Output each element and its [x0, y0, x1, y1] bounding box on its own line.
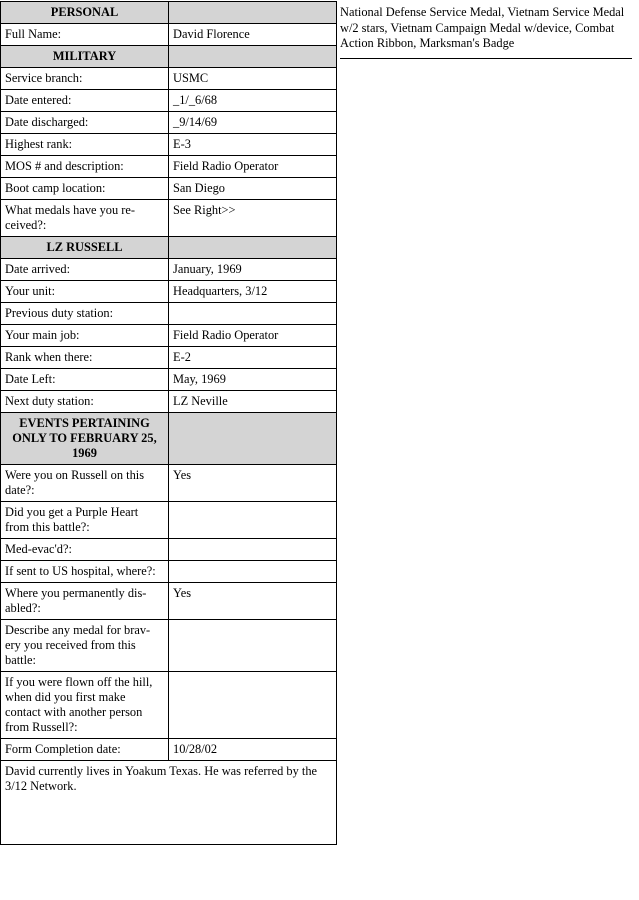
field-label: Did you get a Purple Heart from this battle?: — [1, 502, 169, 539]
field-value — [169, 539, 337, 561]
form-row-boot-camp — [1, 178, 337, 200]
section-title: MILITARY — [1, 46, 169, 68]
field-label: If you were flown off the hill, when did you first make contact with another person from Russell?: — [1, 672, 169, 739]
field-label: Where you permanently dis-abled?: — [1, 583, 169, 620]
field-value: Field Radio Operator — [169, 325, 337, 347]
form-row-medevac — [1, 539, 337, 561]
section-title: LZ RUSSELL — [1, 237, 169, 259]
field-label: Your main job: — [1, 325, 169, 347]
form-row-date-discharged — [1, 112, 337, 134]
field-value — [169, 502, 337, 539]
field-label: Your unit: — [1, 281, 169, 303]
note-text: David currently lives in Yoakum Texas. He was referred by the 3/12 Network. — [1, 761, 337, 845]
field-label: Form Completion date: — [1, 739, 169, 761]
medals-list-text: National Defense Service Medal, Vietnam Service Medal w/2 stars, Vietnam Campaign Medal w/device, Combat Action Ribbon, Marksman's Badge — [340, 5, 625, 50]
field-label: Were you on Russell on this date?: — [1, 465, 169, 502]
veteran-form-table — [0, 1, 337, 845]
field-value — [169, 303, 337, 325]
field-value — [169, 620, 337, 672]
field-value: January, 1969 — [169, 259, 337, 281]
form-row-previous-duty — [1, 303, 337, 325]
form-row-mos — [1, 156, 337, 178]
field-value — [169, 672, 337, 739]
form-row-us-hospital — [1, 561, 337, 583]
field-value: See Right>> — [169, 200, 337, 237]
form-row-date-left — [1, 369, 337, 391]
form-row-first-contact — [1, 672, 337, 739]
form-row-medals — [1, 200, 337, 237]
form-row-on-russell — [1, 465, 337, 502]
form-row-date-arrived — [1, 259, 337, 281]
section-title: PERSONAL — [1, 2, 169, 24]
field-label: What medals have you re-ceived?: — [1, 200, 169, 237]
form-row-full-name — [1, 24, 337, 46]
field-value: LZ Neville — [169, 391, 337, 413]
form-row-completion-date — [1, 739, 337, 761]
form-row-unit — [1, 281, 337, 303]
field-value: E-2 — [169, 347, 337, 369]
field-value — [169, 561, 337, 583]
form-row-date-entered — [1, 90, 337, 112]
field-value: 10/28/02 — [169, 739, 337, 761]
field-value: Field Radio Operator — [169, 156, 337, 178]
field-label: Date discharged: — [1, 112, 169, 134]
section-header-personal — [1, 2, 337, 24]
field-value: _1/_6/68 — [169, 90, 337, 112]
field-value: _9/14/69 — [169, 112, 337, 134]
field-label: MOS # and description: — [1, 156, 169, 178]
divider-line — [340, 58, 632, 59]
form-row-note — [1, 761, 337, 845]
field-label: Rank when there: — [1, 347, 169, 369]
field-label: Previous duty station: — [1, 303, 169, 325]
field-value: David Florence — [169, 24, 337, 46]
form-row-highest-rank — [1, 134, 337, 156]
field-label: Service branch: — [1, 68, 169, 90]
field-value: Yes — [169, 583, 337, 620]
field-label: Date arrived: — [1, 259, 169, 281]
field-label: If sent to US hospital, where?: — [1, 561, 169, 583]
field-value: E-3 — [169, 134, 337, 156]
section-header-lz-russell — [1, 237, 337, 259]
field-label: Full Name: — [1, 24, 169, 46]
form-row-rank-there — [1, 347, 337, 369]
section-header-events — [1, 413, 337, 465]
field-label: Next duty station: — [1, 391, 169, 413]
field-value: San Diego — [169, 178, 337, 200]
field-label: Highest rank: — [1, 134, 169, 156]
form-row-purple-heart — [1, 502, 337, 539]
field-value: Headquarters, 3/12 — [169, 281, 337, 303]
field-label: Boot camp location: — [1, 178, 169, 200]
field-value: Yes — [169, 465, 337, 502]
field-value: May, 1969 — [169, 369, 337, 391]
field-label: Med-evac'd?: — [1, 539, 169, 561]
field-label: Date Left: — [1, 369, 169, 391]
field-value: USMC — [169, 68, 337, 90]
section-title: EVENTS PERTAINING ONLY TO FEBRUARY 25, 1969 — [1, 413, 169, 465]
form-row-main-job — [1, 325, 337, 347]
form-row-next-duty — [1, 391, 337, 413]
field-label: Describe any medal for brav-ery you received from this battle: — [1, 620, 169, 672]
section-header-military — [1, 46, 337, 68]
form-row-bravery-medal — [1, 620, 337, 672]
field-label: Date entered: — [1, 90, 169, 112]
form-row-disabled — [1, 583, 337, 620]
form-row-service-branch — [1, 68, 337, 90]
